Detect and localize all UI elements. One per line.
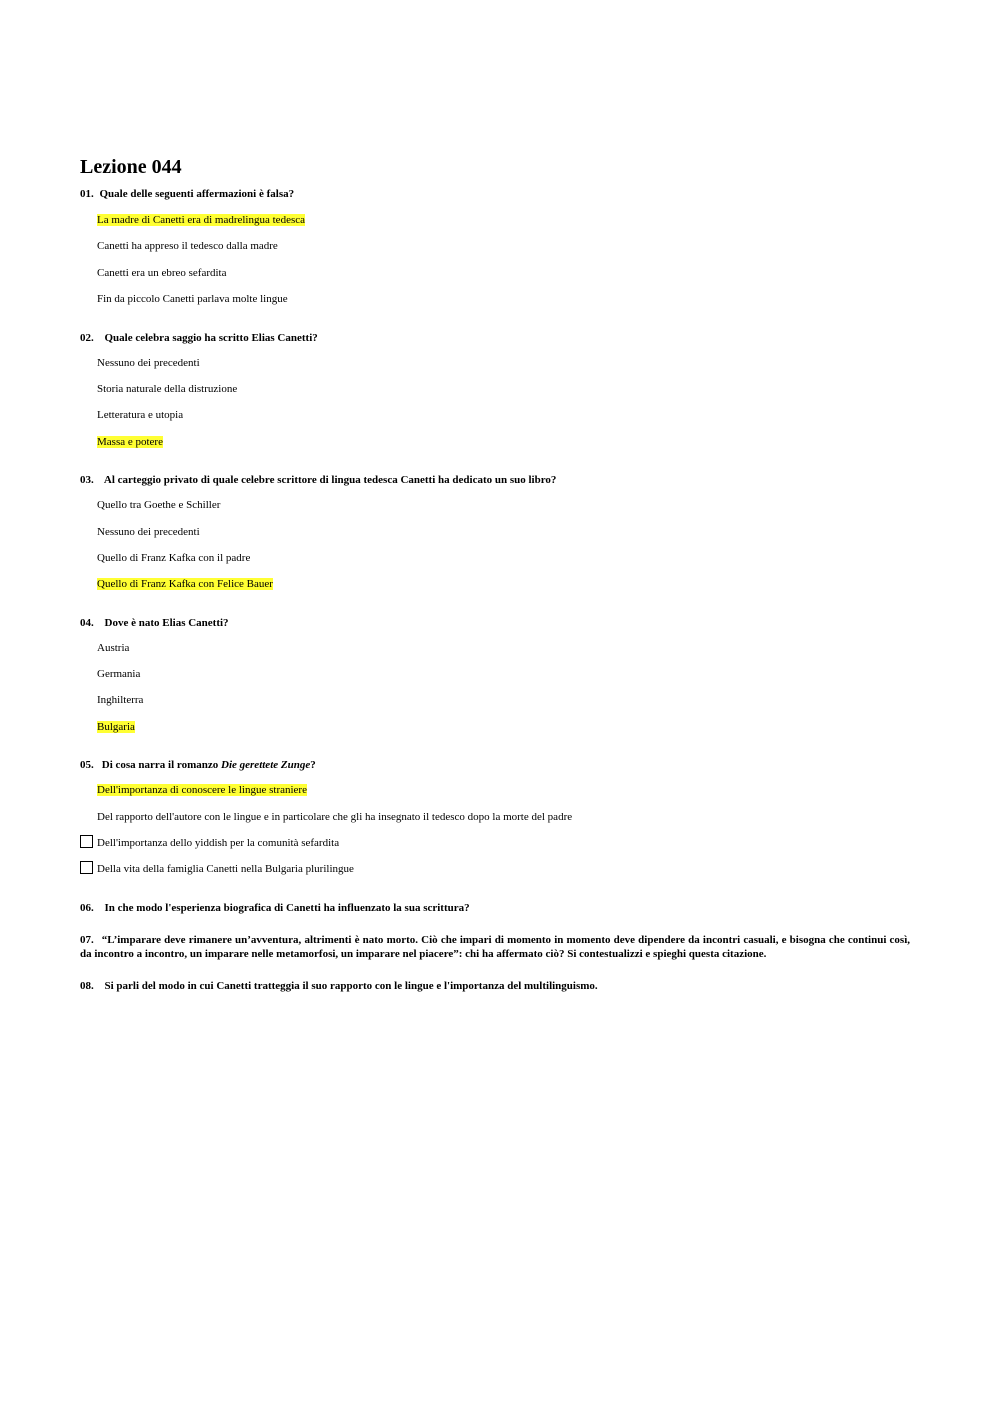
question-03 <box>80 473 910 604</box>
question-number: 05. <box>80 759 94 772</box>
answer-option[interactable]: Nessuno dei precedenti <box>97 525 200 538</box>
answer-option-correct[interactable]: La madre di Canetti era di madrelingua tedesca <box>97 214 305 226</box>
answer-option[interactable]: Fin da piccolo Canetti parlava molte lingue <box>97 293 288 306</box>
answer-option[interactable]: Quello di Franz Kafka con il padre <box>97 551 251 564</box>
checkbox[interactable] <box>80 835 93 848</box>
question-text: In che modo l'esperienza biografica di Canetti ha influenzato la sua scrittura? <box>104 901 470 914</box>
answer-option[interactable]: Quello tra Goethe e Schiller <box>97 499 221 512</box>
answer-list <box>80 356 910 462</box>
quiz-page <box>80 155 910 993</box>
question-title <box>80 187 910 201</box>
answer-option[interactable]: Storia naturale della distruzione <box>97 382 238 395</box>
answer-option[interactable]: Austria <box>97 641 130 654</box>
answer-option[interactable]: Letteratura e utopia <box>97 409 184 422</box>
answer-list <box>80 498 910 604</box>
question-text: Di cosa narra il romanzo <box>101 759 222 772</box>
question-number: 04. <box>80 616 94 629</box>
question-title <box>80 331 910 345</box>
answer-option[interactable]: Del rapporto dell'autore con le lingue e in particolare che gli ha insegnato il tedesco dopo la morte del padre <box>97 810 573 823</box>
novel-title: Die gerettete Zunge <box>221 759 311 772</box>
question-title <box>80 616 910 630</box>
question-number: 03. <box>80 474 94 487</box>
answer-option[interactable]: Germania <box>97 668 141 681</box>
question-mark: ? <box>310 759 316 772</box>
question-04 <box>80 616 910 747</box>
checkbox[interactable] <box>80 861 93 874</box>
question-text: Dove è nato Elias Canetti? <box>104 616 229 629</box>
question-number: 07. <box>80 933 94 946</box>
lesson-title: Lezione 044 <box>80 156 182 178</box>
question-05 <box>80 758 910 889</box>
answer-option[interactable]: Inghilterra <box>97 694 144 707</box>
question-number: 02. <box>80 331 94 344</box>
question-title <box>80 979 910 993</box>
question-number: 06. <box>80 901 94 914</box>
question-01 <box>80 187 910 319</box>
question-02 <box>80 331 910 462</box>
answer-option-correct[interactable]: Quello di Franz Kafka con Felice Bauer <box>97 578 273 591</box>
answer-option[interactable]: Canetti ha appreso il tedesco dalla madre <box>97 240 278 253</box>
question-text: Si parli del modo in cui Canetti tratteggia il suo rapporto con le lingue e l'importanza del multilinguismo. <box>104 979 598 992</box>
answer-list <box>80 783 910 889</box>
answer-option-correct[interactable]: Dell'importanza di conoscere le lingue straniere <box>97 784 307 797</box>
question-text: Quale celebra saggio ha scritto Elias Canetti? <box>104 331 318 344</box>
question-number: 08. <box>80 979 94 992</box>
question-title <box>80 758 910 772</box>
question-08 <box>80 979 910 993</box>
answer-option-checkbox[interactable]: Dell'importanza dello yiddish per la comunità sefardita <box>80 836 910 862</box>
question-title <box>80 473 910 487</box>
answer-list <box>80 641 910 747</box>
question-text: “L’imparare deve rimanere un’avventura, altrimenti è nato morto. Ciò che impari di momento in momento deve dipendere da incontri casuali, e bisogna che continui così, da incontro a incontro, un imparare nelle metamorfosi, un imparare nel piacere”: chi ha affermato ciò? Si contestualizzi e spieghi questa citazione. <box>80 933 910 960</box>
question-title <box>80 901 910 915</box>
answer-option[interactable]: Nessuno dei precedenti <box>97 356 200 369</box>
question-title <box>80 933 910 961</box>
question-text: Al carteggio privato di quale celebre scrittore di lingua tedesca Canetti ha dedicato un suo libro? <box>103 474 557 487</box>
question-07 <box>80 933 910 961</box>
question-text: Quale delle seguenti affermazioni è falsa? <box>99 188 295 200</box>
answer-option-correct[interactable]: Bulgaria <box>97 720 135 733</box>
question-06 <box>80 901 910 915</box>
question-number: 01. <box>80 188 94 200</box>
answer-option-checkbox[interactable]: Della vita della famiglia Canetti nella Bulgaria plurilingue <box>80 862 910 888</box>
answer-list <box>80 213 910 319</box>
answer-option[interactable]: Canetti era un ebreo sefardita <box>97 266 227 279</box>
answer-option-correct[interactable]: Massa e potere <box>97 435 163 448</box>
